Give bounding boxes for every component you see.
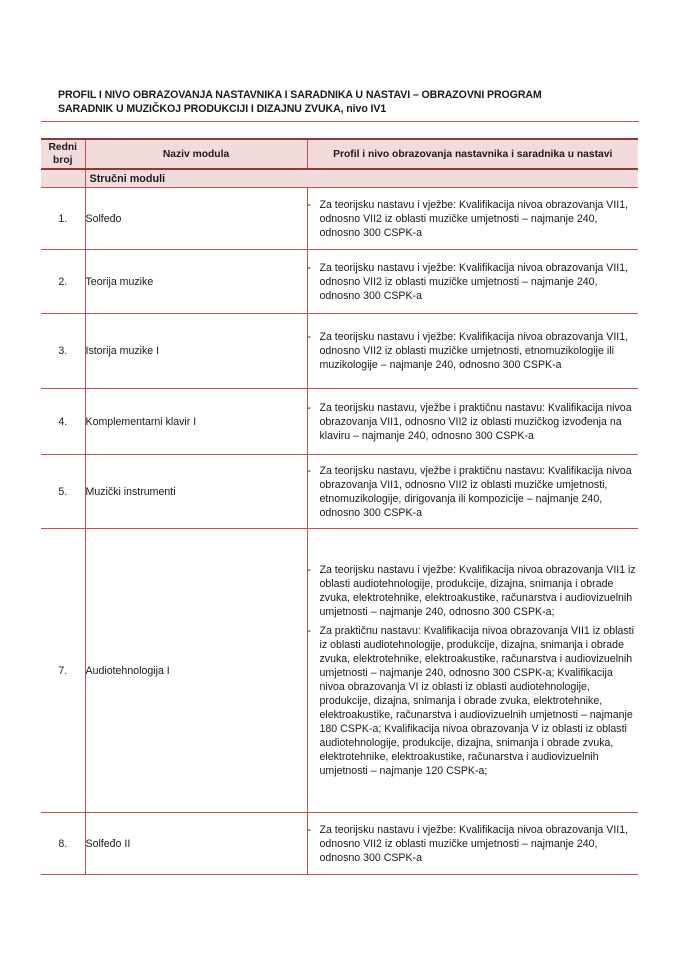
profile-cell — [307, 813, 638, 875]
profile-item — [308, 198, 639, 240]
table-header-row — [41, 139, 638, 169]
bullet-dash: - — [307, 625, 312, 637]
page-title — [58, 88, 628, 116]
bullet-dash: - — [307, 261, 312, 274]
title-divider — [41, 121, 639, 122]
row-number: 8. — [41, 813, 85, 875]
bullet-dash: - — [307, 823, 312, 836]
row-number: 5. — [41, 455, 85, 529]
module-name: Audiotehnologija I — [85, 529, 307, 813]
module-name: Solfeđo — [85, 188, 307, 250]
table-row — [41, 188, 638, 250]
row-number: 1. — [41, 188, 85, 250]
profile-item-text: Za teorijsku nastavu, vježbe i praktičnu nastavu: Kvalifikacija nivoa obrazovanja VII1, odnosno VII2 iz oblasti muzičkog izvođenja na klaviru – najmanje 240, odnosno 300 CSPK-a — [319, 401, 632, 442]
header-number — [41, 139, 85, 169]
module-name: Muzički instrumenti — [85, 455, 307, 529]
profile-cell — [307, 314, 638, 389]
row-number: 2. — [41, 250, 85, 314]
row-number: 3. — [41, 314, 85, 389]
header-profile: Profil i nivo obrazovanja nastavnika i saradnika u nastavi — [307, 139, 638, 169]
profile-item — [308, 563, 639, 619]
table-row — [41, 250, 638, 314]
profile-item — [308, 401, 639, 443]
bullet-dash: - — [307, 401, 312, 414]
section-row — [41, 169, 638, 188]
profile-item-text: Za teorijsku nastavu i vježbe: Kvalifikacija nivoa obrazovanja VII1 iz oblasti audiotehnologije, produkcije, dizajna, snimanja i obrade zvuka, elektrotehnike, elektroakustike, računarstva i audiovizuelnih umjetnosti – najmanje 240, odnosno 300 CSPK-a; — [319, 564, 636, 618]
module-name: Teorija muzike — [85, 250, 307, 314]
profile-item — [308, 624, 639, 778]
module-name: Solfeđo II — [85, 813, 307, 875]
table-row — [41, 455, 638, 529]
bullet-dash: - — [307, 198, 312, 211]
page-title-line-2: SARADNIK U MUZIČKOJ PRODUKCIJI I DIZAJNU ZVUKA, nivo IV1 — [58, 103, 387, 115]
table-row — [41, 813, 638, 875]
section-label: Stručni moduli — [85, 169, 638, 188]
header-module-name: Naziv modula — [85, 139, 307, 169]
row-number: 4. — [41, 389, 85, 455]
module-name: Istorija muzike I — [85, 314, 307, 389]
profile-item — [308, 330, 639, 372]
profile-cell — [307, 250, 638, 314]
profile-cell — [307, 455, 638, 529]
bullet-dash: - — [307, 464, 312, 477]
profile-item-text: Za praktičnu nastavu: Kvalifikacija nivoa obrazovanja VII1 iz oblasti iz oblasti audiotehnologije, produkcije, dizajna, snimanja i obrade zvuka, elektrotehnike, elektroakustike, računarstva i audiovizuelnih umjetnosti – najmanje 240, odnosno 300 CSPK-a; Kvalifikacija nivoa obrazovanja VI iz oblasti iz oblasti audiotehnologije, produkcije, dizajna, snimanja i obrade zvuka, elektrotehnike, elektroakustike, računarstva i audiovizuelnih umjetnosti – najmanje 180 CSPK-a; Kvalifikacija nivoa obrazovanja V iz oblasti iz oblasti audiotehnologije, produkcije, dizajna, snimanja i obrade zvuka, elektrotehnike, elektroakustike, računarstva i audiovizuelnih umjetnosti – najmanje 120 CSPK-a; — [319, 625, 634, 777]
profile-cell — [307, 529, 638, 813]
profile-cell — [307, 389, 638, 455]
profile-item-text: Za teorijsku nastavu, vježbe i praktičnu nastavu: Kvalifikacija nivoa obrazovanja VII1, odnosno VII2 iz oblasti muzičke umjetnosti, etnomuzikologije, dirigovanja ili kompozicije – najmanje 240, odnosno 300 CSPK-a — [319, 464, 632, 519]
profile-item — [308, 261, 639, 303]
row-number: 7. — [41, 529, 85, 813]
page-title-line-1: PROFIL I NIVO OBRAZOVANJA NASTAVNIKA I SARADNIKA U NASTAVI – OBRAZOVNI PROGRAM — [58, 89, 542, 101]
module-name: Komplementarni klavir I — [85, 389, 307, 455]
profile-item — [308, 823, 639, 865]
section-spacer — [41, 169, 85, 188]
header-number-line-1: Redni — [48, 142, 78, 153]
table-row — [41, 529, 638, 813]
profile-cell — [307, 188, 638, 250]
profile-item — [308, 464, 639, 520]
table-row — [41, 314, 638, 389]
table-row — [41, 389, 638, 455]
bullet-dash: - — [307, 564, 312, 576]
header-number-line-2: broj — [53, 155, 73, 166]
profile-item-text: Za teorijsku nastavu i vježbe: Kvalifikacija nivoa obrazovanja VII1, odnosno VII2 iz oblasti muzičke umjetnosti – najmanje 240, odnosno 300 CSPK-a — [319, 261, 629, 302]
profile-item-text: Za teorijsku nastavu i vježbe: Kvalifikacija nivoa obrazovanja VII1, odnosno VII2 iz oblasti muzičke umjetnosti – najmanje 240, odnosno 300 CSPK-a — [319, 823, 629, 864]
module-profile-table — [41, 138, 638, 875]
bullet-dash: - — [307, 331, 312, 343]
profile-item-text: Za teorijsku nastavu i vježbe: Kvalifikacija nivoa obrazovanja VII1, odnosno VII2 iz oblasti muzičke umjetnosti, etnomuzikologije ili muzikologije – najmanje 240, odnosno 300 CSPK-a — [319, 331, 629, 371]
profile-item-text: Za teorijsku nastavu i vježbe: Kvalifikacija nivoa obrazovanja VII1, odnosno VII2 iz oblasti muzičke umjetnosti – najmanje 240, odnosno 300 CSPK-a — [319, 198, 629, 239]
